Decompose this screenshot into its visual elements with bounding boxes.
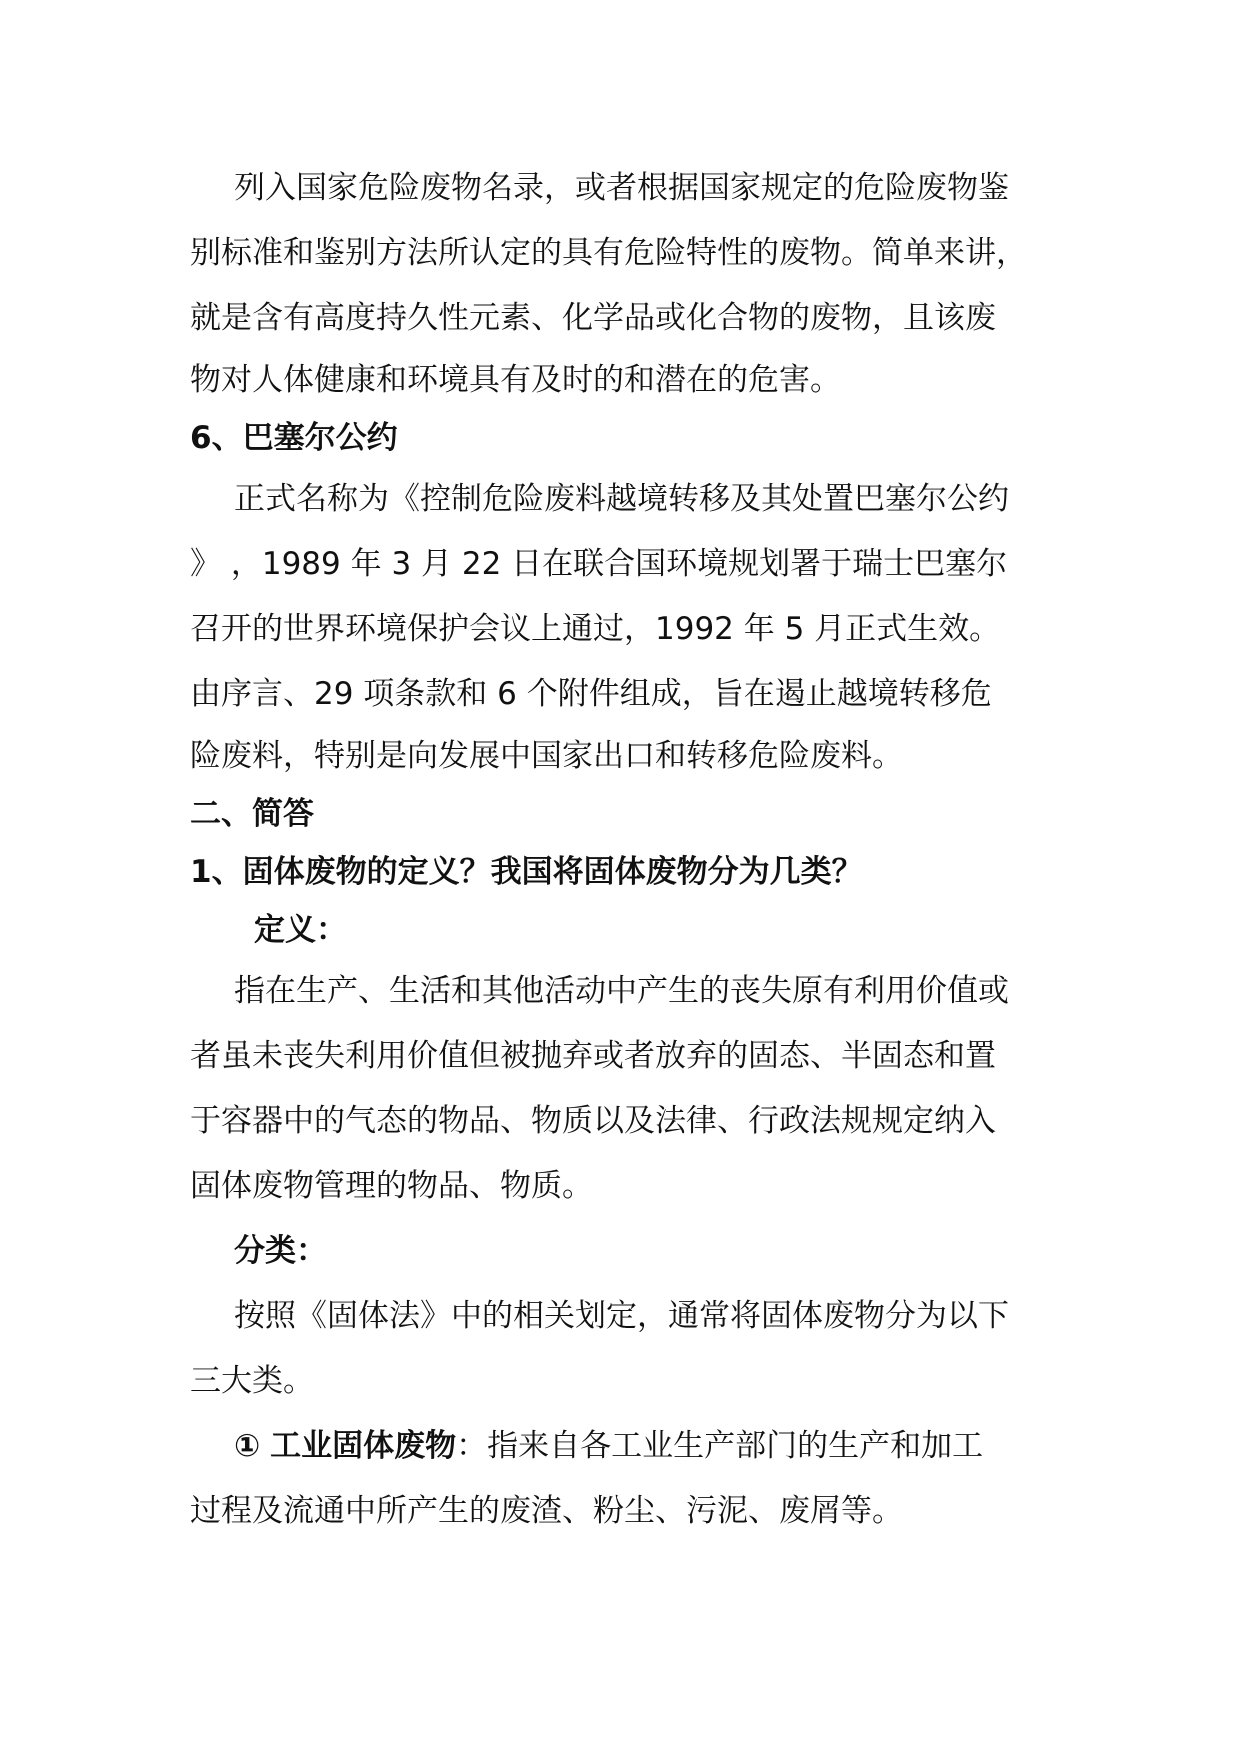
text-line: 正式名称为《控制危险废料越境转移及其处置巴塞尔公约 [234,481,1009,517]
definition-label: 定义： [254,912,347,948]
text-line: 召开的世界环境保护会议上通过，1992 年 5 月正式生效。 [190,611,1001,647]
classification-label: 分类： [234,1233,327,1269]
text-line: 物对人体健康和环境具有及时的和潜在的危害。 [190,362,841,398]
text-line: 列入国家危险废物名录，或者根据国家规定的危险废物鉴 [234,170,1009,206]
text-line: 险废料，特别是向发展中国家出口和转移危险废料。 [190,738,903,774]
text-line: 三大类。 [190,1363,314,1399]
text-line: 按照《固体法》中的相关划定，通常将固体废物分为以下 [234,1298,1009,1334]
text-line: 由序言、29 项条款和 6 个附件组成，旨在遏止越境转移危 [190,676,992,712]
term-industrial-solid-waste: 工业固体废物 [270,1428,457,1464]
text-line: 固体废物管理的物品、物质。 [190,1168,593,1204]
text-line: 》 ，1989 年 3 月 22 日在联合国环境规划署于瑞士巴塞尔 [190,546,1008,582]
heading-basel-convention: 6、巴塞尔公约 [190,420,398,456]
term-description: ：指来自各工业生产部门的生产和加工 [456,1428,984,1464]
list-marker: ① [234,1428,261,1464]
document-body [190,156,1060,1544]
text-line: 于容器中的气态的物品、物质以及法律、行政法规规定纳入 [190,1103,996,1139]
list-item-industrial-waste [190,1414,1060,1479]
text-line: 指在生产、生活和其他活动中产生的丧失原有利用价值或 [234,973,1009,1009]
question-heading: 1、固体废物的定义？我国将固体废物分为几类？ [190,854,863,890]
text-line: 别标准和鉴别方法所认定的具有危险特性的废物。简单来讲， [190,235,1027,271]
text-line: 过程及流通中所产生的废渣、粉尘、污泥、废屑等。 [190,1493,903,1529]
section-heading-short-answer: 二、简答 [190,796,314,832]
text-line: 者虽未丧失利用价值但被抛弃或者放弃的固态、半固态和置 [190,1038,996,1074]
text-line: 就是含有高度持久性元素、化学品或化合物的废物，且该废 [190,300,996,336]
